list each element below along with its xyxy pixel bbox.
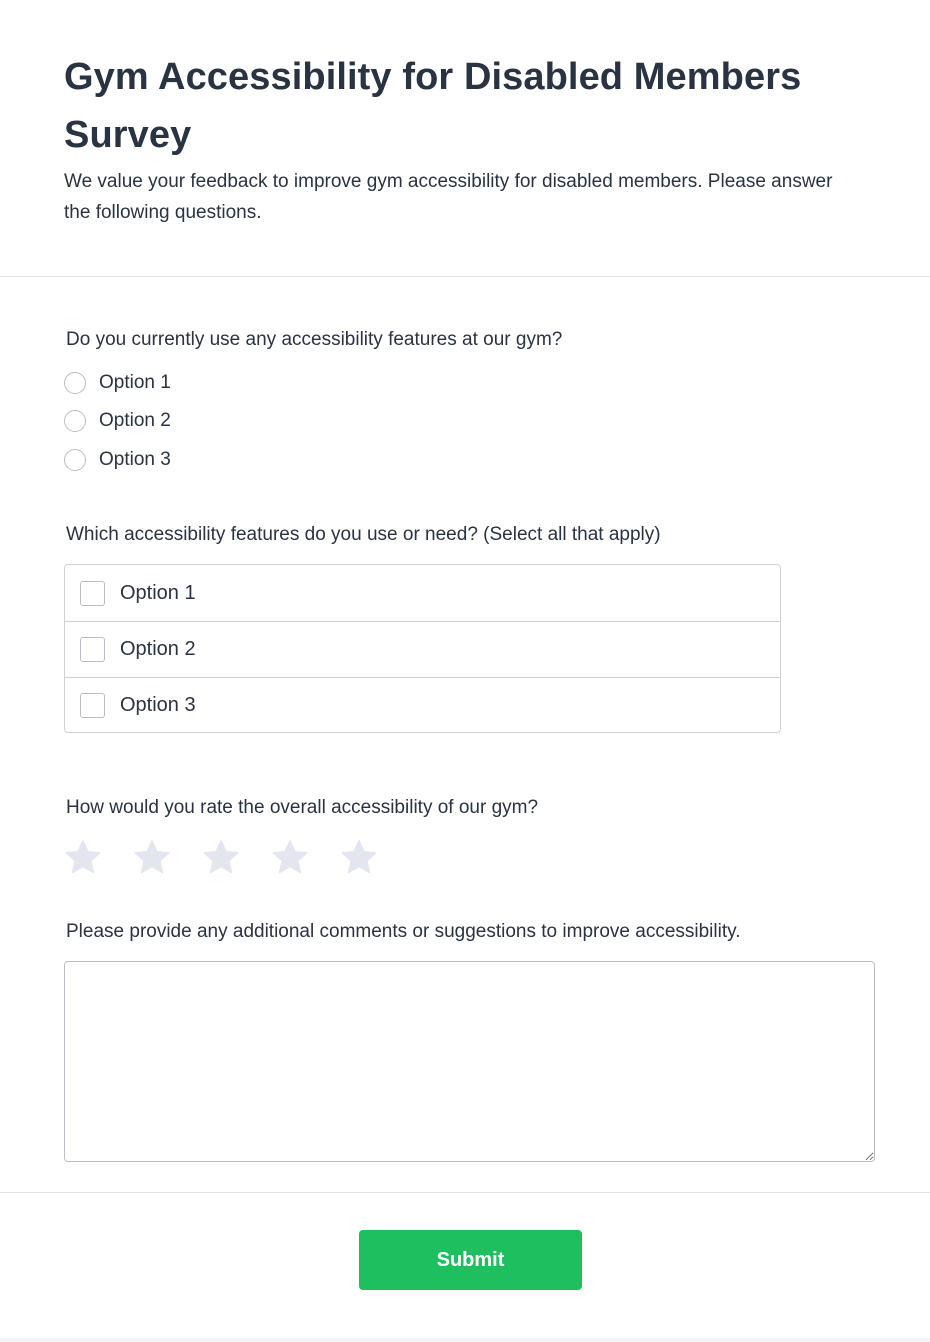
checkbox-option-1[interactable]: [65, 565, 780, 621]
checkbox-group: [64, 564, 781, 733]
survey-description: We value your feedback to improve gym accessibility for disabled members. Please answer the following questions.: [64, 171, 833, 223]
checkbox-option-3[interactable]: [65, 677, 780, 733]
star-4-icon[interactable]: [271, 838, 309, 876]
question-overall-rating: [66, 796, 538, 820]
radio-option-3[interactable]: [64, 447, 171, 473]
star-3-icon[interactable]: [202, 838, 240, 876]
radio-option-label: Option 3: [99, 449, 171, 470]
checkbox-option-label: Option 1: [120, 581, 196, 604]
page-bottom-edge: [0, 1338, 930, 1342]
checkbox-unchecked-icon[interactable]: [80, 637, 105, 662]
question-features-needed: [66, 523, 661, 547]
question-current-usage: [66, 328, 563, 470]
page-title: Gym Accessibility for Disabled Members Survey: [64, 56, 802, 156]
star-5-icon[interactable]: [340, 838, 378, 876]
question-comments: [66, 920, 740, 944]
radio-option-1[interactable]: [64, 370, 171, 396]
checkbox-option-label: Option 2: [120, 638, 196, 660]
question-label: Do you currently use any accessibility features at our gym?: [66, 329, 563, 350]
radio-unchecked-icon[interactable]: [64, 410, 86, 432]
star-2-icon[interactable]: [133, 838, 171, 876]
radio-unchecked-icon[interactable]: [64, 449, 86, 471]
radio-option-2[interactable]: [64, 408, 171, 434]
submit-button[interactable]: Submit: [359, 1230, 582, 1290]
comments-textarea[interactable]: [64, 961, 875, 1162]
survey-header: [0, 0, 930, 277]
star-rating: [64, 838, 404, 876]
question-label: Which accessibility features do you use or need? (Select all that apply): [66, 524, 661, 545]
checkbox-option-label: Option 3: [120, 694, 196, 716]
question-label: Please provide any additional comments or suggestions to improve accessibility.: [66, 921, 741, 942]
radio-option-label: Option 2: [99, 410, 171, 431]
star-1-icon[interactable]: [64, 838, 102, 876]
checkbox-unchecked-icon[interactable]: [80, 581, 105, 606]
question-label: How would you rate the overall accessibility of our gym?: [66, 797, 539, 818]
checkbox-unchecked-icon[interactable]: [80, 693, 105, 718]
radio-unchecked-icon[interactable]: [64, 372, 86, 394]
radio-option-label: Option 1: [99, 372, 171, 393]
checkbox-option-2[interactable]: [65, 621, 780, 677]
footer-divider: [0, 1192, 930, 1193]
